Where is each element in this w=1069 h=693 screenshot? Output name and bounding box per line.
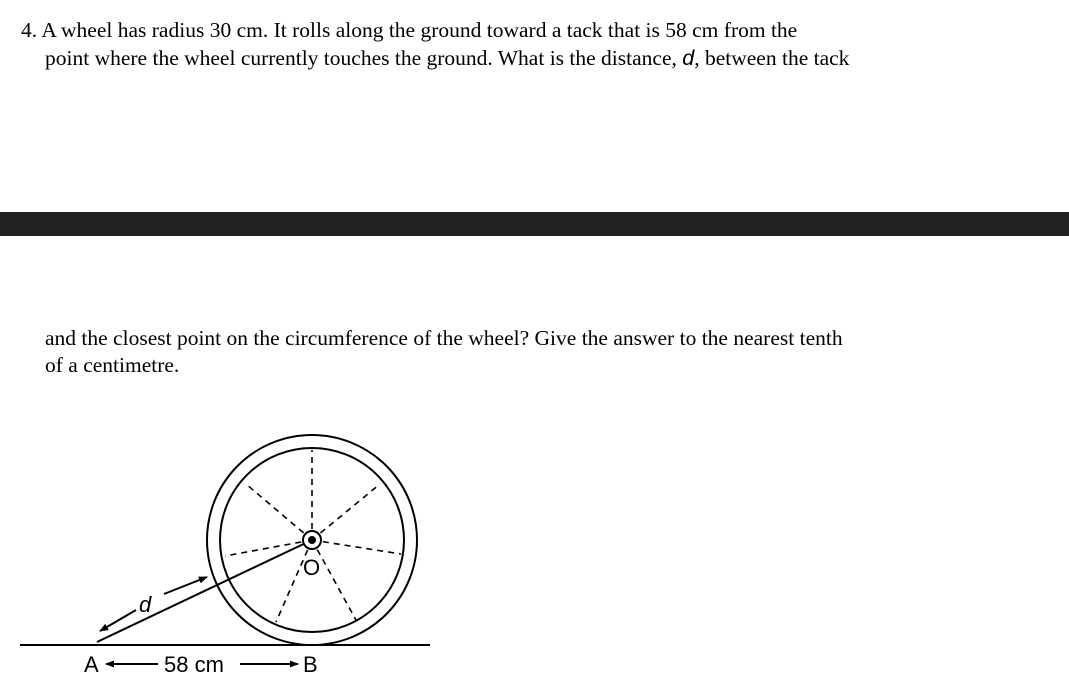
- label-a: A: [84, 652, 99, 677]
- question-text-2a: point where the wheel currently touches the ground. What is the distance,: [45, 46, 683, 70]
- label-d: d: [139, 592, 152, 617]
- question-line-2: [45, 46, 849, 70]
- wheel-diagram: [0, 420, 460, 693]
- label-58-cm: 58 cm: [164, 652, 224, 677]
- page-divider-bar: [0, 212, 1069, 236]
- question-text-1: A wheel has radius 30 cm. It rolls along the ground toward a tack that is 58 cm from the: [37, 18, 798, 42]
- label-o: O: [303, 555, 321, 580]
- variable-d: d: [682, 46, 695, 70]
- question-text-2b: , between the tack: [694, 46, 850, 70]
- question-line-1: [21, 18, 797, 42]
- question-line-4: of a centimetre.: [45, 353, 180, 377]
- wheel-centre-dot: [308, 536, 316, 544]
- d-arrow-lower: [100, 610, 136, 631]
- d-arrow-upper: [164, 577, 207, 594]
- question-number: 4.: [21, 18, 38, 42]
- question-line-3: and the closest point on the circumference of the wheel? Give the answer to the nearest tenth: [45, 326, 843, 350]
- label-b: B: [303, 652, 318, 677]
